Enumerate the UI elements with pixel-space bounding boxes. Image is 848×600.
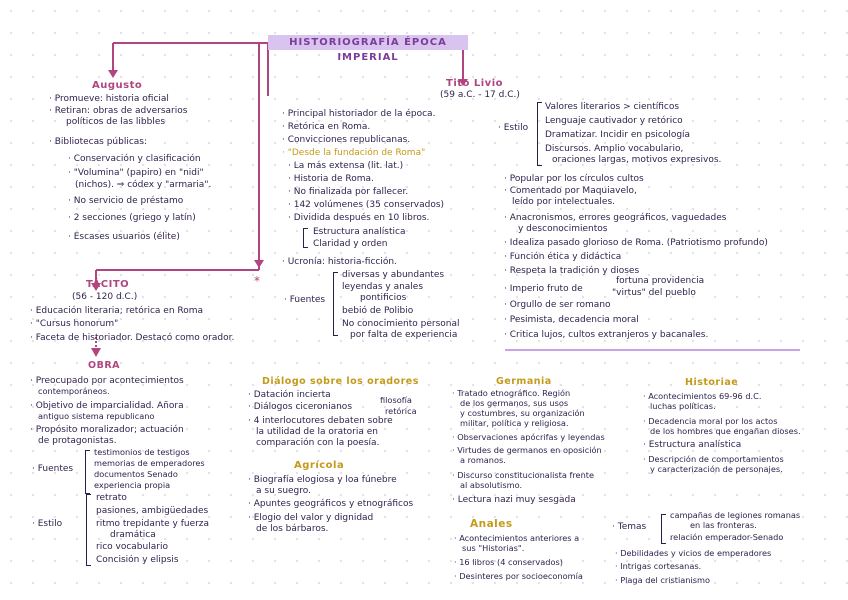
tito-estilo-brace [537, 102, 542, 166]
tito-list-item: · La más extensa (lit. lat.) [288, 161, 404, 171]
obra-item: de protagonistas. [38, 436, 117, 446]
tito-imperio-item: "virtus" del pueblo [612, 288, 696, 298]
augusto-item: · Escases usuarios (élite) [68, 232, 180, 242]
augusto-item: · No servicio de préstamo [68, 196, 184, 206]
tito-list-item: · Principal historiador de la época. [282, 109, 436, 119]
historiae-item: y caracterización de personajes. [650, 464, 783, 474]
tacito-fuente: documentos Senado [94, 469, 178, 479]
anales-item: · Acontecimientos anteriores a [454, 533, 580, 543]
tacito-dates: (56 - 120 d.C.) [72, 292, 138, 302]
tito-right-item: · Idealiza pasado glorioso de Roma. (Patriotismo profundo) [504, 238, 768, 248]
tito-list-item: · No finalizada por fallecer. [288, 187, 409, 197]
tito-list-item: · Dividida después en 10 libros. [288, 213, 430, 223]
historiae-tema: relación emperador-Senado [670, 532, 784, 542]
tito-estilo-item: Dramatizar. Incidir en psicología [545, 130, 691, 140]
tacito-estilo-item: Concisión y elipsis [96, 555, 179, 565]
page-title: HISTORIOGRAFÍA ÉPOCA IMPERIAL [268, 35, 468, 50]
historiae-extra: · Debilidades y vicios de emperadores [615, 548, 772, 558]
tacito-estilo-item: ritmo trepidante y fuerza [96, 519, 210, 529]
dialogo-item: · 4 interlocutores debaten sobre [248, 416, 393, 426]
tacito-item: · Educación literaria; retórica en Roma [30, 306, 204, 316]
tito-estilo-item: Lenguaje cautivador y retórico [545, 116, 683, 126]
agricola-item: a su suegro. [256, 486, 311, 496]
tacito-estilo-item: dramática [110, 530, 156, 540]
tito-estilo-item: oraciones largas, motivos expresivos. [552, 155, 722, 165]
augusto-item: · Conservación y clasificación [68, 154, 201, 164]
dialogo-item: · Datación incierta [248, 390, 331, 400]
germania-item: de los germanos, sus usos [460, 398, 569, 408]
tito-right-item: · Orgullo de ser romano [504, 300, 611, 310]
tacito-fuente: testimonios de testigos [94, 447, 190, 457]
germania-item: al absolutismo. [460, 480, 523, 490]
tito-fuente: pontificios [360, 293, 407, 303]
historiae-item: luchas políticas. [650, 401, 716, 411]
tito-structure: Estructura analística [313, 227, 406, 237]
obra-item: contemporáneos. [38, 386, 110, 396]
tacito-item: · Faceta de historiador. Destacó como orador. [30, 333, 235, 343]
tacito-fuentes-label: · Fuentes [32, 464, 74, 474]
tito-fuente: No conocimiento personal [342, 319, 460, 329]
germania-heading: Germania [496, 376, 552, 387]
historiae-item: · Descripción de comportamientos [643, 454, 784, 464]
tito-ucronia: · Ucronía: historia-ficción. [282, 257, 397, 267]
tito-right-item: · Anacronismos, errores geográficos, vaguedades [504, 213, 727, 223]
obra-item: · Preocupado por acontecimientos [30, 376, 184, 386]
historiae-extra: · Intrigas cortesanas. [615, 561, 702, 571]
tito-list-item: · Retórica en Roma. [282, 122, 371, 132]
augusto-item: · "Volumina" (papiro) en "nidi" [68, 168, 204, 178]
historiae-item: · Acontecimientos 69-96 d.C. [643, 391, 762, 401]
germania-item: · Virtudes de germanos en oposición [452, 445, 602, 455]
tito-fuente: leyendas y anales [342, 282, 424, 292]
tito-right-item: · Comentado por Maquiavelo, [504, 186, 637, 196]
augusto-item: · Promueve: historia oficial [49, 94, 169, 104]
historiae-item: · Estructura analística [643, 440, 742, 450]
agricola-item: de los bárbaros. [256, 524, 329, 534]
tacito-fuente: experiencia propia [94, 480, 171, 490]
obra-heading: OBRA [88, 360, 120, 371]
tacito-fuentes-brace [85, 450, 90, 494]
historiae-heading: Historiae [685, 377, 739, 388]
tito-list-item: · Historia de Roma. [288, 174, 374, 184]
tito-fuente: diversas y abundantes [342, 270, 445, 280]
tito-right-item: y desconocimientos [518, 224, 608, 234]
tito-right-item: · Pesimista, decadencia moral [504, 315, 639, 325]
tito-fuentes-label: · Fuentes [284, 295, 326, 305]
tacito-estilo-item: retrato [96, 493, 127, 503]
tacito-estilo-brace [86, 494, 91, 566]
tito-structure: Claridad y orden [313, 239, 388, 249]
historiae-temas-brace [661, 514, 666, 544]
historiae-tema: campañas de legiones romanas [670, 510, 801, 520]
historiae-tema: en las fronteras. [690, 520, 757, 530]
historiae-item: de los hombres que engañan dioses. [650, 426, 801, 436]
historiae-item: · Decadencia moral por los actos [643, 416, 778, 426]
dialogo-brace-item: filosofía [380, 395, 412, 405]
asterisk-mark: * [254, 274, 260, 288]
tito-work-title: · "Desde la fundación de Roma" [282, 148, 426, 158]
germania-item: · Tratado etnográfico. Región [452, 388, 571, 398]
augusto-item: (nichos). ⇒ códex y "armaria". [75, 180, 212, 190]
tito-right-item: leído por intelectuales. [512, 197, 615, 207]
tito-fuente: bebió de Polibio [342, 306, 414, 316]
augusto-item: políticos de las libbles [66, 117, 166, 127]
obra-item: antiguo sistema republicano [38, 411, 155, 421]
tito-estilo-label: · Estilo [498, 123, 529, 133]
tito-heading: Tito Livio [446, 78, 503, 89]
historiae-extra: · Plaga del cristianismo [615, 575, 710, 585]
historiae-temas-label: · Temas [612, 522, 647, 532]
tito-dates: (59 a.C. - 17 d.C.) [440, 90, 520, 100]
agricola-item: · Elogio del valor y dignidad [248, 513, 374, 523]
tacito-estilo-item: pasiones, ambigüedades [96, 506, 209, 516]
tito-right-item: · Respeta la tradición y dioses [504, 266, 640, 276]
tito-fuentes-brace [333, 272, 338, 336]
augusto-item: · Retiran: obras de adversarios [49, 106, 188, 116]
augusto-item: · 2 secciones (griego y latín) [68, 213, 196, 223]
germania-item: y costumbres, su organización [460, 408, 585, 418]
tito-estilo-item: Discursos. Amplio vocabulario, [545, 144, 684, 154]
tito-imperio-label: · Imperio fruto de [504, 284, 583, 294]
dialogo-item: · Diálogos ciceronianos [248, 402, 353, 412]
tito-right-item: · Función ética y didáctica [504, 252, 622, 262]
tacito-item: · "Cursus honorum" [30, 319, 119, 329]
tacito-heading: TÁCITO [86, 279, 130, 290]
tito-right-item: · Critica lujos, cultos extranjeros y bacanales. [504, 330, 709, 340]
tito-list-item: · Convicciones republicanas. [282, 135, 411, 145]
tito-list-item: · 142 volúmenes (35 conservados) [288, 200, 445, 210]
anales-item: · 16 libros (4 conservados) [454, 557, 563, 567]
tito-structure-brace [303, 228, 308, 248]
tacito-estilo-item: rico vocabulario [96, 542, 168, 552]
germania-item: · Lectura nazi muy sesgada [452, 495, 576, 505]
germania-item: · Observaciones apócrifas y leyendas [452, 432, 605, 442]
anales-item: sus "Historias". [462, 543, 525, 553]
dialogo-item: comparación con la poesía. [256, 438, 380, 448]
dialogo-heading: Diálogo sobre los oradores [262, 376, 419, 387]
tito-imperio-item: fortuna providencia [616, 276, 705, 286]
anales-item: · Desinteres por socioeconomía [454, 571, 583, 581]
germania-item: militar, política y religiosa. [460, 418, 569, 428]
tito-estilo-item: Valores literarios > científicos [545, 102, 680, 112]
obra-item: · Objetivo de imparcialidad. Añora [30, 401, 184, 411]
tito-fuente: por falta de experiencia [350, 330, 458, 340]
tito-right-item: · Popular por los círculos cultos [504, 174, 644, 184]
agricola-item: · Apuntes geográficos y etnográficos [248, 499, 414, 509]
anales-heading: Anales [470, 518, 513, 530]
dialogo-brace-item: retórica [385, 406, 417, 416]
augusto-item: · Bibliotecas públicas: [49, 137, 148, 147]
tacito-estilo-label: · Estilo [32, 519, 63, 529]
agricola-item: · Biografía elogiosa y loa fúnebre [248, 475, 397, 485]
germania-item: a romanos. [460, 455, 506, 465]
tacito-fuente: memorias de emperadores [94, 458, 205, 468]
dialogo-item: la utilidad de la oratoria en [256, 427, 378, 437]
agricola-heading: Agrícola [294, 460, 345, 471]
obra-item: · Propósito moralizador; actuación [30, 425, 184, 435]
germania-item: · Discurso constitucionalista frente [452, 470, 595, 480]
augusto-heading: Augusto [92, 80, 143, 91]
